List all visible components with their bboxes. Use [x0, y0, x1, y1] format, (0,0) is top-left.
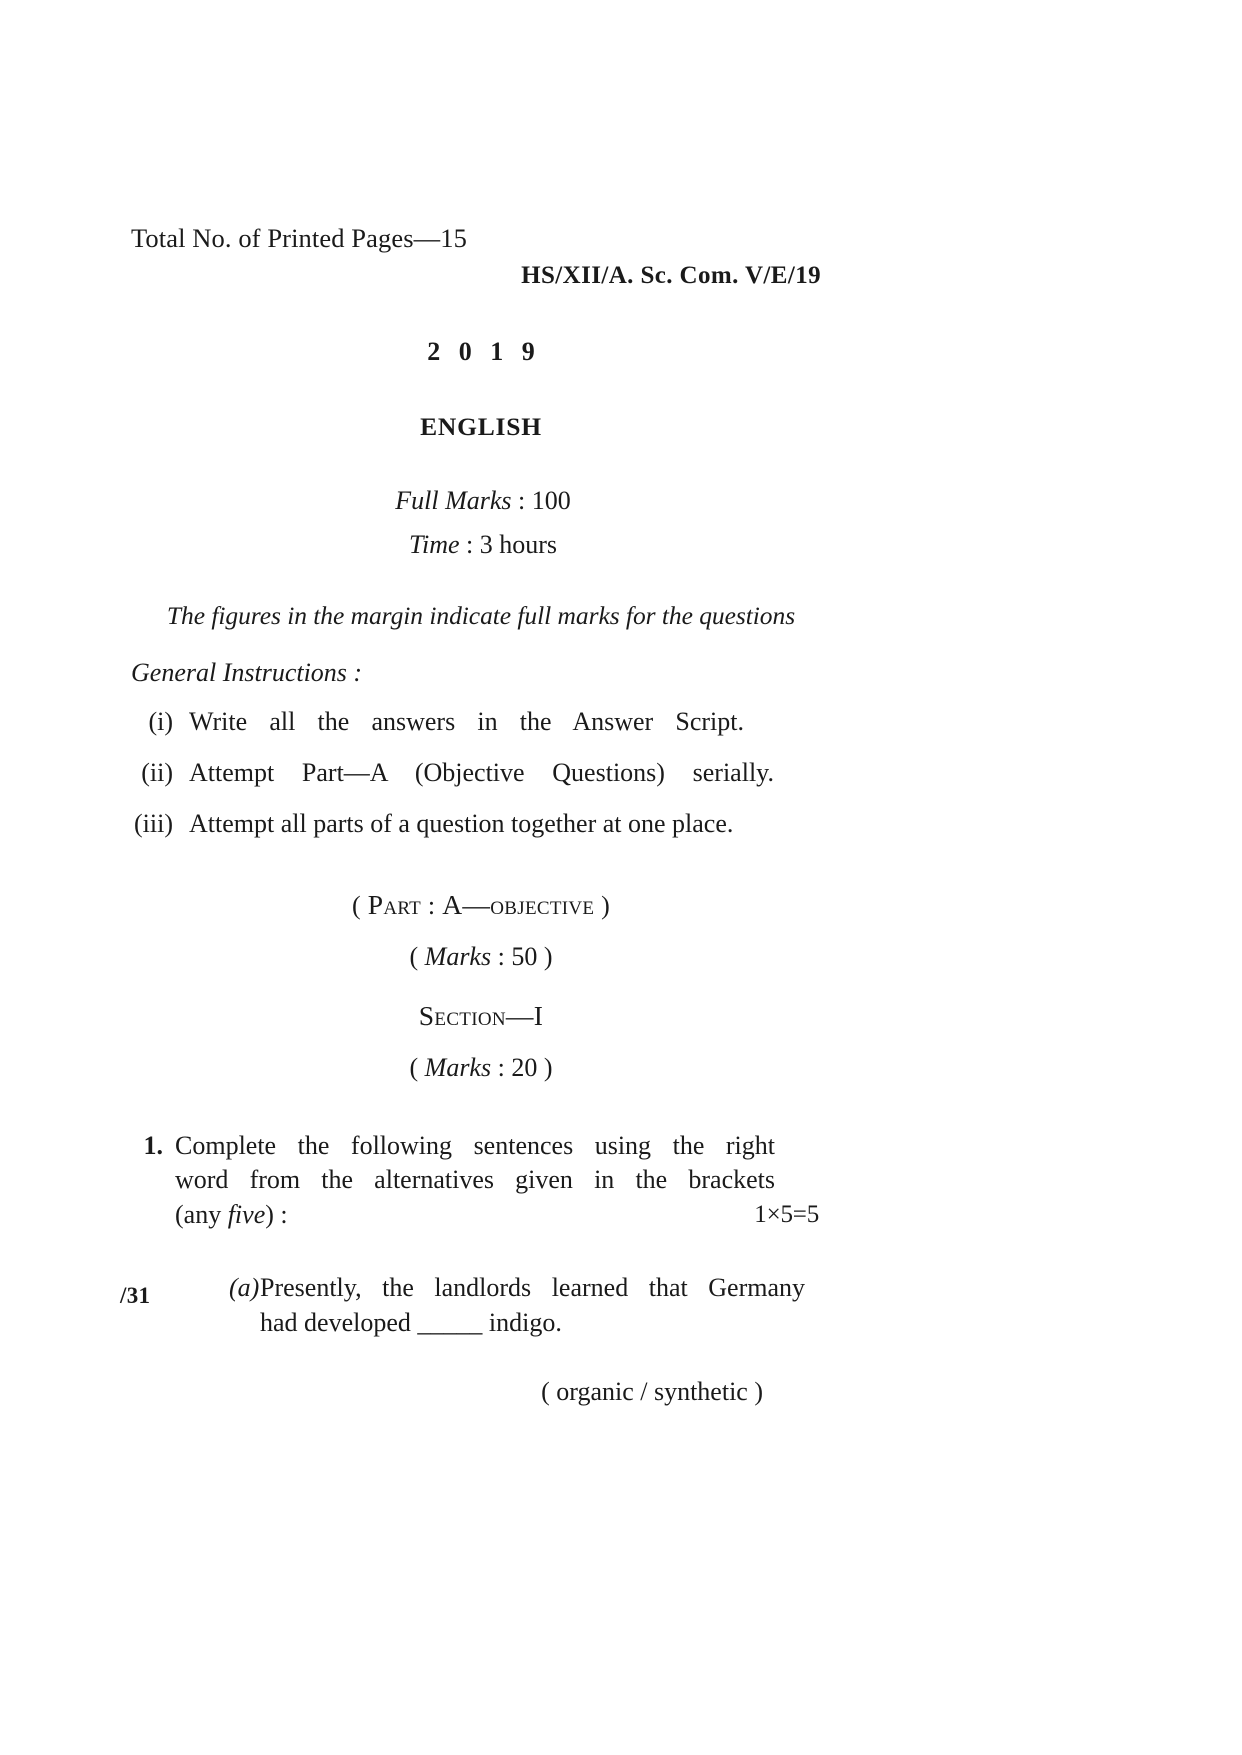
page-footer-mark: /31 [120, 1283, 151, 1308]
paper-code: HS/XII/A. Sc. Com. V/E/19 [521, 262, 821, 290]
section-heading [131, 1000, 831, 1032]
instruction-text: Write all the answers in the Answer Script. [189, 707, 744, 737]
sub-question-alternatives: ( organic / synthetic ) [541, 1376, 763, 1406]
full-marks-value: : 100 [511, 486, 571, 516]
question-line-tail [175, 1198, 288, 1233]
general-instructions-colon: : [346, 658, 363, 688]
question-number: 1. [143, 1130, 163, 1160]
question-1-sub-a [175, 1271, 819, 1341]
instruction-number: (ii) [141, 757, 173, 787]
question-marks: 1×5=5 [754, 1201, 819, 1229]
sub-question-line: had developed _____ indigo. [260, 1307, 562, 1337]
part-marks-close: ) [537, 941, 553, 971]
subject-title: ENGLISH [420, 412, 542, 442]
sub-question-label: (a) [229, 1273, 260, 1302]
part-label: Part [367, 888, 422, 920]
time-value: : 3 hours [459, 530, 558, 560]
section-marks-line [131, 1053, 831, 1083]
instruction-item [131, 756, 831, 790]
part-separator: : [421, 890, 443, 920]
question-line: Complete the following sentences using the right [175, 1130, 775, 1160]
section-marks-label: Marks [424, 1052, 492, 1082]
instruction-text: Attempt Part—A (Objective Questions) serially. [189, 757, 774, 787]
sub-question-line: Presently, the landlords learned that Germany [260, 1273, 805, 1302]
part-open-paren: ( [351, 890, 368, 920]
question-line: word from the alternatives given in the brackets [175, 1165, 775, 1195]
instruction-item [131, 807, 831, 841]
page-content [131, 222, 831, 1409]
general-instructions-list [131, 705, 831, 840]
part-close-paren: ) [594, 890, 611, 920]
general-instructions-heading [131, 658, 831, 688]
section-marks-open: ( [409, 1052, 425, 1082]
time-line [131, 530, 831, 560]
time-label: Time [408, 530, 460, 560]
section-marks-close: ) [537, 1052, 553, 1082]
section-marks-value: : 20 [491, 1052, 538, 1082]
printed-pages-count: Total No. of Printed Pages—15 [131, 223, 467, 253]
instruction-number: (iii) [134, 808, 173, 838]
full-marks-line [131, 486, 831, 516]
section-name: Section—I [418, 999, 544, 1031]
part-marks-value: : 50 [491, 941, 538, 971]
instruction-number: (i) [148, 707, 173, 737]
sub-question-body [260, 1271, 805, 1341]
part-marks-line [131, 942, 831, 972]
exam-year: 2 0 1 9 [427, 337, 541, 367]
part-marks-label: Marks [424, 941, 492, 971]
question-1 [131, 1129, 831, 1410]
full-marks-label: Full Marks [395, 486, 512, 516]
instruction-text: Attempt all parts of a question together at one place. [189, 808, 734, 838]
question-line-suffix: ) : [265, 1200, 288, 1230]
part-heading [131, 889, 831, 921]
question-line-with-marks [175, 1198, 819, 1233]
part-value: A—objective [442, 888, 595, 920]
question-line-prefix: (any [175, 1200, 228, 1230]
question-line-emphasis: five [227, 1200, 266, 1230]
instruction-item [131, 705, 831, 739]
part-marks-open: ( [409, 941, 425, 971]
question-body [175, 1129, 819, 1410]
margin-figures-note: The figures in the margin indicate full marks for the questions [166, 601, 796, 631]
general-instructions-label: General Instructions [131, 658, 347, 688]
